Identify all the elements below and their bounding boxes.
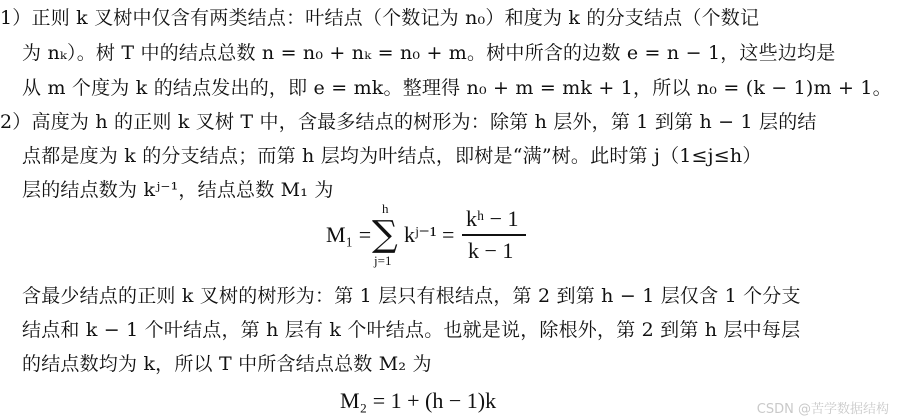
fraction-bar xyxy=(462,234,526,236)
formula-m1-lhs: M₁ = xyxy=(326,222,372,247)
paragraph-3-line-2: 结点和 k − 1 个叶结点，第 h 层有 k 个叶结点。也就是说，除根外，第 2 到第 h 层中每层 xyxy=(22,319,801,341)
paragraph-1-line-1: 1）正则 k 叉树中仅含有两类结点：叶结点（个数记为 n₀）和度为 k 的分支结点（个数记 xyxy=(0,7,760,29)
paragraph-3-line-1: 含最少结点的正则 k 叉树的树形为：第 1 层只有根结点，第 2 到第 h − 1 层仅含 1 个分支 xyxy=(22,285,801,307)
sum-lower-limit: j=1 xyxy=(374,253,392,268)
fraction-numerator: kʰ − 1 xyxy=(466,206,519,231)
paragraph-2-line-3: 层的结点数为 kʲ⁻¹，结点总数 M₁ 为 xyxy=(22,179,334,201)
watermark: CSDN @苦学数据结构 xyxy=(756,402,889,417)
fraction-denominator: k − 1 xyxy=(468,238,514,263)
sum-upper-limit: h xyxy=(382,201,389,216)
paragraph-1-line-2: 为 nₖ）。树 T 中的结点总数 n = n₀ + nₖ = n₀ + m。树中所含的边数 e = n − 1，这些边均是 xyxy=(22,42,836,64)
summation-symbol: ∑ xyxy=(372,214,398,255)
formula-m2: M₂ = 1 + (h − 1)k xyxy=(340,388,497,413)
sum-term: kʲ⁻¹ xyxy=(404,222,437,247)
paragraph-2-line-2: 点都是度为 k 的分支结点；而第 h 层均为叶结点，即树是“满”树。此时第 j（1≤j≤h） xyxy=(22,145,762,167)
paragraph-3-line-3: 的结点数均为 k，所以 T 中所含结点总数 M₂ 为 xyxy=(22,353,432,375)
formula-m1-equals: = xyxy=(442,222,455,247)
paragraph-2-line-1: 2）高度为 h 的正则 k 叉树 T 中，含最多结点的树形为：除第 h 层外，第 1 到第 h − 1 层的结 xyxy=(0,111,817,133)
paragraph-1-line-3: 从 m 个度为 k 的结点发出的，即 e = mk。整理得 n₀ + m = mk + 1，所以 n₀ = (k − 1)m + 1。 xyxy=(22,77,892,99)
